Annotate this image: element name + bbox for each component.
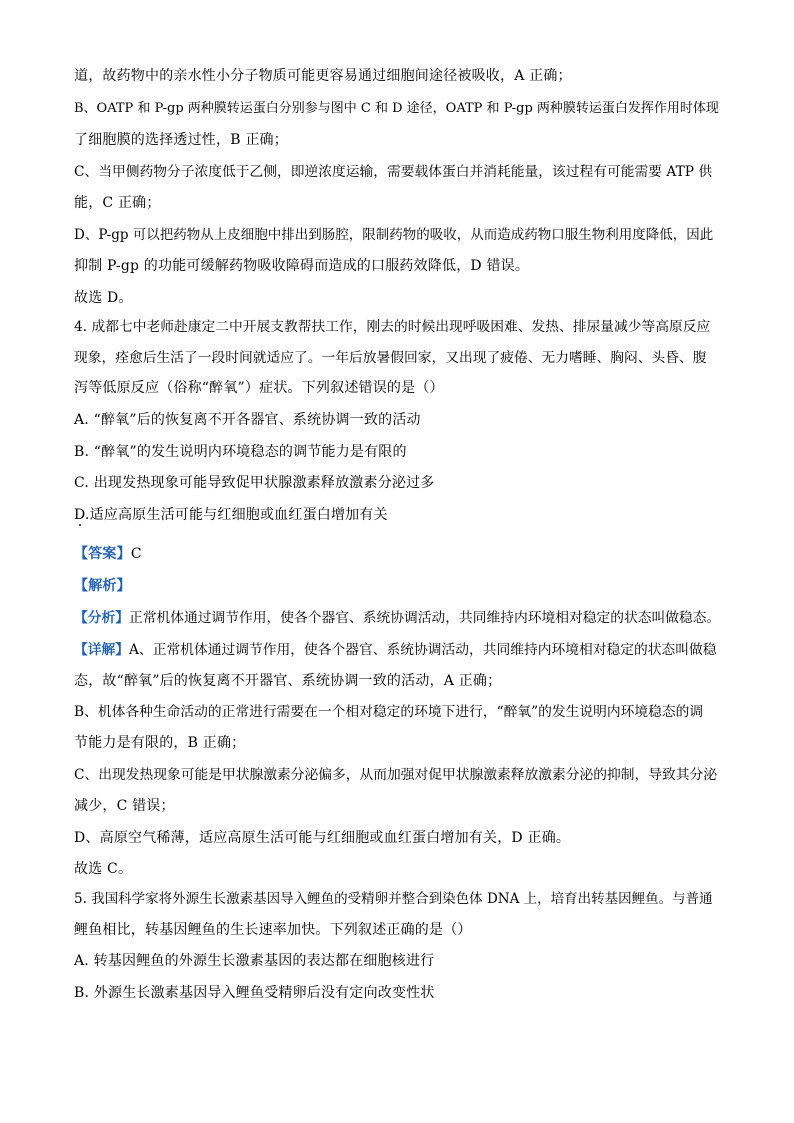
xiangjie-label: 【详解】 (74, 642, 130, 658)
analysis-label: 【解析】 (74, 578, 131, 594)
fenxi-label: 【分析】 (74, 610, 130, 626)
question-5-stem: 5. 我国科学家将外源生长激素基因导入鲤鱼的受精卵并整合到染色体 DNA 上，培育出转基因鲤鱼。与普通 (74, 891, 713, 907)
text-line: D、高原空气稀薄，适应高原生活可能与红细胞或血红蛋白增加有关，D 正确。 (74, 830, 571, 846)
question-5-stem: 鲤鱼相比，转基因鲤鱼的生长速率加快。下列叙述正确的是（） (74, 922, 472, 938)
answer-line (74, 544, 142, 564)
question-4-stem: 现象，痊愈后生活了一段时间就适应了。一年后放暑假回家，又出现了疲倦、无力嗜睡、胸闷、头昏、腹 (74, 350, 707, 366)
text-line: 道，故药物中的亲水性小分子物质可能更容易通过细胞间途径被吸收，A 正确； (74, 68, 572, 84)
question-4-stem: 4. 成都七中老师赴康定二中开展支教帮扶工作，刚去的时候出现呼吸困难、发热、排尿量减少等高原反应 (74, 319, 711, 335)
xiangjie-text: A、正常机体通过调节作用，使各个器官、系统协调活动，共同维持内环境相对稳定的状态叫做稳 (129, 642, 717, 658)
answer-value: C (130, 546, 142, 562)
text-line: B、OATP 和 P-gp 两种膜转运蛋白分别参与图中 C 和 D 途径，OATP 和 P-gp 两种膜转运蛋白发挥作用时体现 (74, 101, 719, 116)
answer-label: 【答案】 (74, 546, 131, 562)
text-line: 减少，C 错误； (74, 798, 175, 814)
xiangjie-line (74, 640, 716, 660)
fenxi-text: 正常机体通过调节作用，使各个器官、系统协调活动，共同维持内环境相对稳定的状态叫做稳态。 (129, 610, 721, 626)
option-a: A. “醉氧”后的恢复离不开各器官、系统协调一致的活动 (74, 412, 421, 428)
option-b: B. “醉氧”的发生说明内环境稳态的调节能力是有限的 (74, 444, 407, 460)
text-line: 抑制 P-gp 的功能可缓解药物吸收障碍而造成的口服药效降低，D 错误。 (74, 258, 530, 274)
text-line: 了细胞膜的选择透过性，B 正确； (74, 132, 288, 148)
fenxi-line (74, 608, 720, 628)
text-line: 故选 D。 (74, 290, 133, 306)
stray-mark (79, 524, 81, 526)
text-line: C、出现发热现象可能是甲状腺激素分泌偏多，从而加强对促甲状腺激素释放激素分泌的抑制，导致其分泌 (74, 767, 718, 783)
question-4-stem: 泻等低原反应（俗称“醉氧”）症状。下列叙述错误的是（） (74, 380, 444, 396)
text-line: C、当甲侧药物分子浓度低于乙侧，即逆浓度运输，需要载体蛋白并消耗能量，该过程有可能需要 ATP 供 (74, 164, 713, 180)
option-d: D.适应高原生活可能与红细胞或血红蛋白增加有关 (74, 507, 388, 523)
text-line: D、P-gp 可以把药物从上皮细胞中排出到肠腔，限制药物的吸收，从而造成药物口服生物利用度降低，因此 (74, 227, 714, 243)
text-line: 能，C 正确； (74, 195, 161, 211)
text-line: 故选 C。 (74, 861, 133, 877)
option-b: B. 外源生长激素基因导入鲤鱼受精卵后没有定向改变性状 (74, 985, 435, 1001)
option-a: A. 转基因鲤鱼的外源生长激素基因的表达都在细胞核进行 (74, 953, 435, 969)
text-line: 态，故“醉氧”后的恢复离不开器官、系统协调一致的活动，A 正确； (74, 673, 502, 689)
text-line: B、机体各种生命活动的正常进行需要在一个相对稳定的环境下进行，“醉氧”的发生说明内环境稳态的调 (74, 704, 704, 720)
analysis-heading (74, 576, 131, 596)
text-line: 节能力是有限的，B 正确； (74, 735, 246, 751)
option-c: C. 出现发热现象可能导致促甲状腺激素释放激素分泌过多 (74, 475, 435, 491)
